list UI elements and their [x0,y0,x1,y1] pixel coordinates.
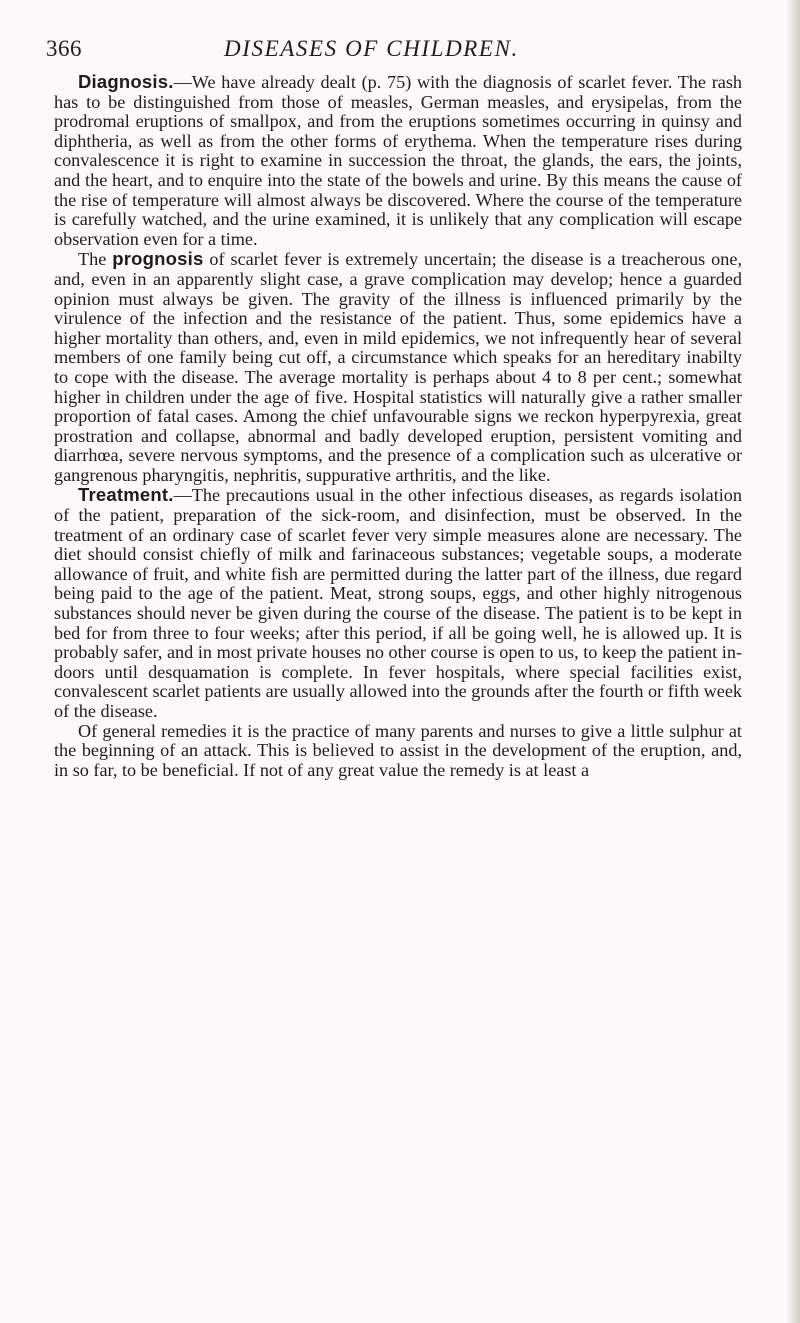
section-heading-prognosis: prognosis [112,248,204,270]
page-body [54,72,742,780]
paragraph-diagnosis [54,72,742,249]
paragraph-remedies [54,722,742,781]
page-edge-shadow [784,0,800,1323]
paragraph-treatment [54,485,742,721]
section-heading-diagnosis: Diagnosis. [78,71,174,92]
page-number: 366 [46,36,82,61]
paragraph-prognosis [54,249,742,485]
paragraph-text: of scarlet fever is extremely uncertain; the disease is a treacherous one, and, even in an apparently slight case, a grave complication may develop; hence a guarded opinion must always be given. The gravity of the illness is influenced primarily by the virulence of the infection and the resistance of the patient. Thus, some epidemics have a higher mortality than others, and, even in mild epidemics, we not infrequently hear of several members of one family being cut off, a circumstance which speaks for an hereditary inabilty to cope with the disease. The average mortality is perhaps about 4 to 8 per cent.; somewhat higher in children under the age of five. Hospital statistics will naturally give a rather smaller proportion of fatal cases. Among the chief unfavourable signs we reckon hyperpyrexia, great prostration and collapse, abnormal and badly developed eruption, persistent vomiting and diarrhœa, severe nervous symptoms, and the presence of a complication such as ulcerative or gangrenous pharyngitis, nephritis, suppurative arthritis, and the like. [54,249,742,485]
section-heading-treatment: Treatment. [78,484,174,506]
paragraph-text: —We have already dealt (p. 75) with the diagnosis of scarlet fever. The rash has to be distinguished from those of measles, German measles, and erysipelas, from the prodromal eruptions of smallpox, and from the eruptions sometimes occurring in quinsy and diphtheria, as well as from the other forms of erythema. When the temperature rises during convalescence it is right to examine in succession the throat, the glands, the ears, the joints, and the heart, and to enquire into the state of the bowels and urine. By this means the cause of the rise of temperature will almost always be discovered. Where the course of the temperature is carefully watched, and the urine examined, it is unlikely that any complication will escape observation even for a time. [54,72,742,249]
paragraph-text: Of general remedies it is the practice of many parents and nurses to give a little sulphur at the beginning of an attack. This is believed to assist in the development of the eruption, and, in so far, to be beneficial. If not of any great value the remedy is at least a [54,720,742,780]
page-header [46,36,746,66]
paragraph-prefix: The [78,249,113,270]
running-title: DISEASES OF CHILDREN. [224,36,519,61]
paragraph-text: —The precautions usual in the other infectious diseases, as regards isolation of the patient, preparation of the sick-room, and disinfection, must be observed. In the treatment of an ordinary case of scarlet fever very simple measures alone are necessary. The diet should consist chiefly of milk and farinaceous substances; vegetable soups, a moderate allowance of fruit, and white fish are permitted during the latter part of the illness, due regard being paid to the age of the patient. Meat, strong soups, eggs, and other highly nitrogenous substances should never be given during the course of the disease. The patient is to be kept in bed for from three to four weeks; after this period, if all be going well, he is allowed up. It is probably safer, and in most private houses no other course is open to us, to keep the patient in-doors until desquamation is complete. In fever hospitals, where special facilities exist, convalescent scarlet patients are usually allowed into the grounds after the fourth or fifth week of the disease. [54,485,742,721]
